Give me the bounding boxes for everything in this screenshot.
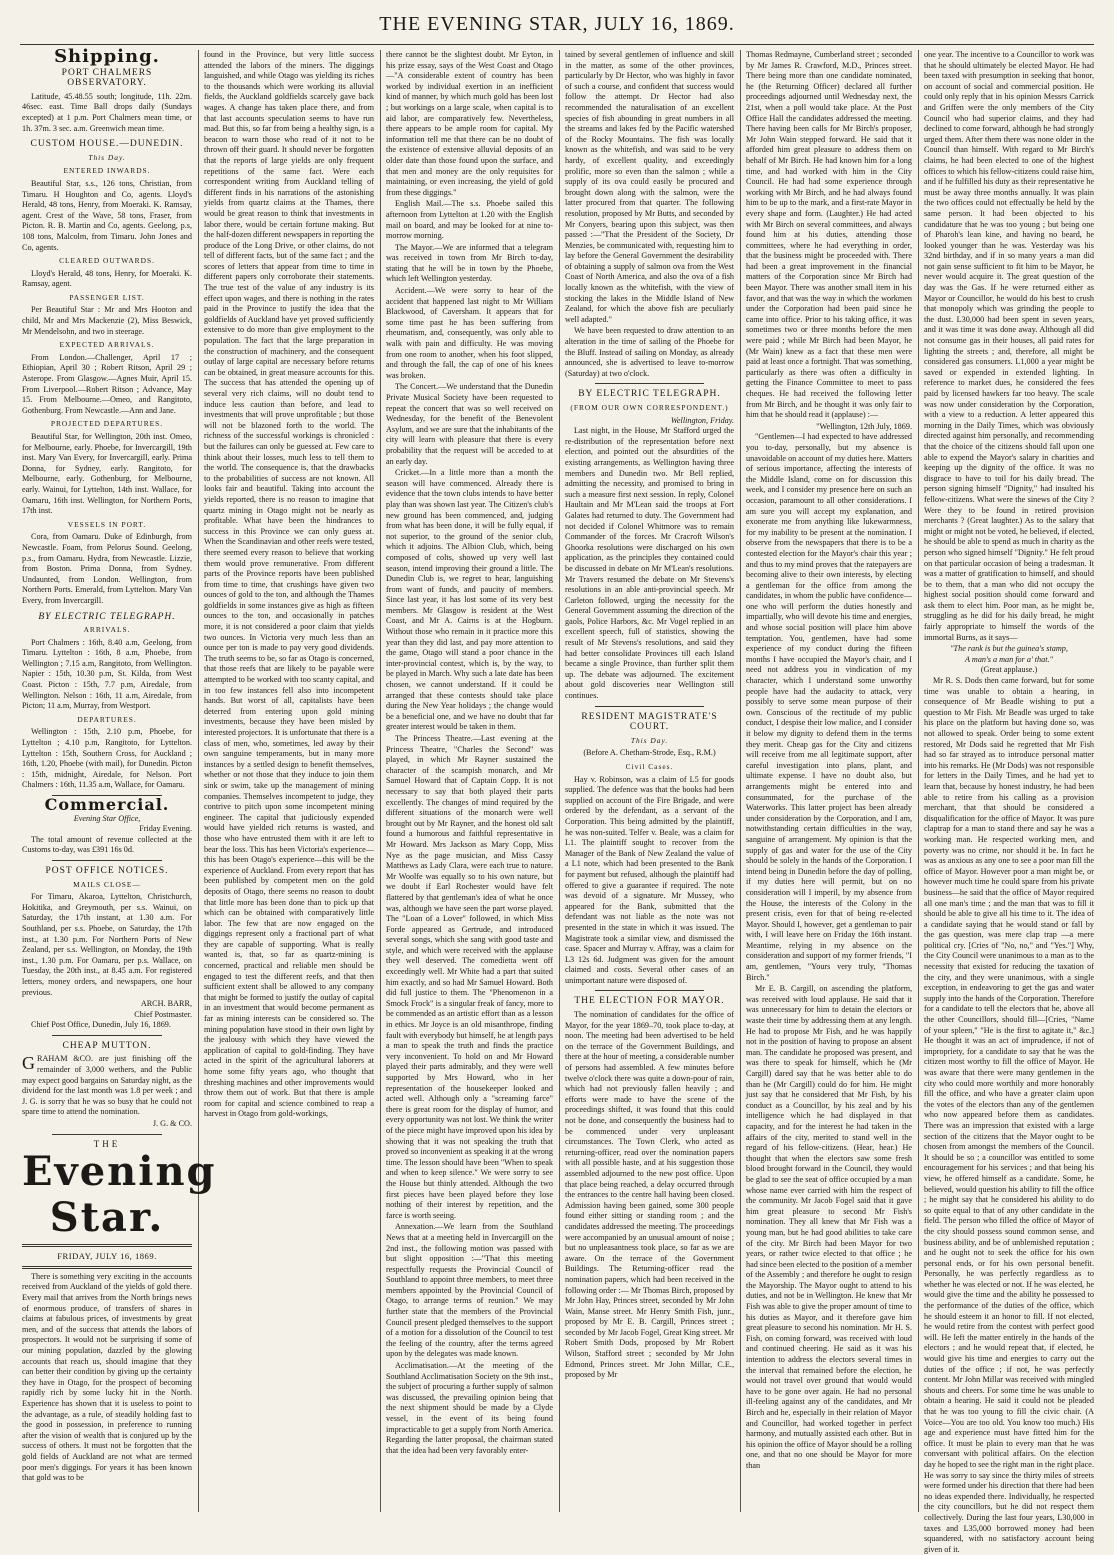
expected-heading: EXPECTED ARRIVALS. <box>59 340 155 350</box>
mutton-heading: CHEAP MUTTON. <box>62 1040 152 1051</box>
masthead-rule <box>20 44 1094 45</box>
column-2 <box>204 50 374 1512</box>
arrivals-heading: ARRIVALS. <box>83 625 131 635</box>
telegraph-place: Wellington, Friday. <box>670 415 734 425</box>
divider <box>595 383 704 384</box>
telegraph-text: Last night, in the House, Mr Stafford urged the re-distribution of the representation before next election, and pointed out the absurdities of the existing arrangements, as Wellington having three members and Dunedin two. Mr Bell replied, admitting the necessity, and promised to bring in such a measure first next session. In reply, Colonel Haultain and Mr M'Lean said the troops at Fort Galates had returned to duty. The Government had not decided if Colonel Whitmore was to remain Commander of the forces. Mr Cracroft Wilson's Ghoorka resolutions were discharged on his own application, as the principles they contained could be discussed in debate on Mr M'Lean's resolutions. Mr Travers resumed the debate on Mr Stevens's resolutions in an able anti-provincial speech. Mr Carleton followed, urging the necessity for the General Government assuming the direction of the gaols, Police Harbors, &c. Mr Vogel replied in an excellent speech, full of statistics, showing the result of Mr Stevens's resolutions, and said they had better consolidate Provinces till each Island became a single Province, than further split them up. The debate was adjourned. The excitement about gold discoveries near Wellington still continues. <box>565 426 734 701</box>
birch-letter: "Gentlemen—I had expected to have addressed you to-day, personally, but my absence is unavoidable on account of my duties here. Matters of serious importance, affecting the interests of the Middle Island, come on for discussion this week, and I consider my presence here on such an occasion, paramount to all other considerations. I am sure you will accept my explanation, and exonerate me from anything like lukewarmness, for my inability to be present at the nomination. I observe from the newspapers that there is to be a contested election for the Mayor's chair this year ; and thus to my mind proves that the ratepayers are becoming alive to their own interests, by electing a gentleman for the office from among the candidates, in whom the public have confidence—one who will perform the duties honestly and impartially, who will devote his time and energies, and whose social position will place him above temptation. You, gentlemen, have had some experience of my conduct during the fifteen months I have occupied the Mayor's chair, and I need not address you in vindication of my character, which I understand some unworthy people have had the audacity to attack, very possibly to serve some mean purpose of their own. Conscious of the rectitude of my public conduct, I despise their low malice, and I consider it below my dignity to defend them in the terms they merit. Cheap gas for the City and citizens will receive from me all legitimate support, after careful investigation into plans, plant, and ultimate expense. I have no doubt also, but arrangements might be entered into and consummated, for the purchase of the Waterworks. This latter project has been already under consideration by the Corporation, and I am, notwithstanding certain difficulties in the way, sanguine of arrangement. My opinion is that the supply of gas and water for the use of the City should be solely in the hands of the Corporation. I intend being in Dunedin before the day of polling, if my duties here will permit, but on no consideration will I imperil, by my absence from the House, the interests of the Colony in the present crisis, even for that of being re-elected Mayor. Should I, however, get a gentleman to pair with, I will leave here on Friday the 16th instant. Meantime, relying in my absence on the consideration and support of my former friends, "I am, gentlemen, "Yours very truly, "Thomas Birch." <box>746 432 912 982</box>
english-mail-item: English Mail.—The s.s. Phoebe sailed this afternoon from Lyttelton at 1.20 with the English mail on board, and may be looked for at nine to-morrow morning. <box>386 199 553 241</box>
election-continued: Thomas Redmayne, Cumberland street ; seconded by Mr James R. Crawford, M.D., Princes street. There being more than one candidate nominated, he (the Returning Officer) declared all further proceedings adjourned until Wednesday next, the 21st, when a poll would take place. At the Post Office Hall the candidates addressed the meeting. There having been calls for Mr Birch's proposer, Mr John Wain stepped forward. He said that it afforded him great pleasure to address them on behalf of Mr Birch. He had known him for a long time, and had worked with him in the City Council. He had had some experience through working with Mr Birch, and he had always found him to be up to the mark, and a first-rate Mayor in every shape and form. (Laughter.) He had acted with Mr Birch on several committees, and always found him at his duties, attending those committees, where he had everything in order, that the business might be proceeded with. There had been a great improvement in the financial matters of the Corporation since Mr Birch had been Mayor. There was another small item in his favor, and that was the way in which the workmen under the Corporation had been paid since he came into office. Prior to his taking office, it was sometimes two or three months before the men were paid ; while Mr Birch had been Mayor, he (Mr Wain) knew as a fact that these men were paid at least once a fortnight. That was something, particularly as there was often a difficulty in getting the Finance Committee to meet to pass cheques. He had received the following letter from Mr Birch, and he thought it was only fair to him that he should read it (applause) :— <box>746 50 912 420</box>
customs-day: This Day. <box>88 152 126 162</box>
projected-text: Beautiful Star, for Wellington, 20th inst. Omeo, for Melbourne, early. Phoebe, for Invercargill, 19th inst. Mary Van Every, for Invercargill, early. Prima Donna, for Sydney, early. Rangitoto, for Melbourne, early. Gothenburg, for Melbourne, early. Wainui, for Lyttelton, 14th inst. Wallace, for Oamaru, 16th inst. Wellington, for Northern Ports, 17th inst. <box>22 432 192 516</box>
leader-text-start: There is something very exciting in the accounts received from Auckland of the yields of gold there. Every mail that arrives from the North brings news of enormous produce, of transfers of shares in claims at fabulous prices, of investments by great men, and of the success that attends the labors of prospectors. It would not be surprising if some of our mining population, dazzled by the glowing accounts that reach us, should imagine that they can better their condition by giving up the certainty they have in Otago, for the prospect of becoming rapidly rich by some lucky hit in the North. Experience has shown that it is useless to point to the advantage, as a rule, of steadily holding fast to the good in possession, in preference to running after the vision of wealth that is conjured up by the success of others. It must not be forgotten that the gold fields of Auckland are not what are termed poor men's diggings. For years it has been known that gold was to be <box>22 1271 192 1483</box>
vessels-heading: VESSELS IN PORT. <box>67 519 147 529</box>
departures-text: Wellington : 15th, 2.10 p.m, Phoebe, for Lyttelton ; 4.10 p.m, Rangitoto, for Lyttelton. Lyttelton : 15th, Southern Cross, for Auckland ; 16th, 1.20, Phoebe (with mail), for Dunedin. Picton : 15th, midnight, Airedale, for Nelson. Port Chalmers : 16th, 11.35 a.m, Wallace, for Oamaru. <box>22 727 192 790</box>
cleared-text: Lloyd's Herald, 48 tons, Henry, for Moeraki. K. Ramsay, agent. <box>22 268 192 289</box>
poem-applause: (Great applause.) <box>980 665 1038 675</box>
election-heading: THE ELECTION FOR MAYOR. <box>574 996 725 1007</box>
commercial-title: Commercial. <box>44 795 170 814</box>
annexation-item: Annexation.—We learn from the Southland News that at a meeting held in Invercargill on the 2nd inst., the following motion was passed with but slight opposition :—"That this meeting respectfully requests the Provincial Council of Southland to appoint three members, to meet three members appointed by the Provincial Council of Otago, to arrange terms of reunion." We may further state that the members of the Provincial Council present pledged themselves to the support of a motion for a dissolution of the Council to test the feeling of the country, after the terms agreed upon by the delegates was made known. <box>386 1222 553 1359</box>
court-day: This Day. <box>630 735 669 745</box>
commercial-date: Friday Evening. <box>139 824 192 834</box>
projected-heading: PROJECTED DEPARTURES. <box>50 419 164 429</box>
post-place: Chief Post Office, Dunedin, July 16, 1869. <box>31 1020 171 1030</box>
column-4 <box>565 50 734 1512</box>
observatory-text: Latitude, 45.48.55 south; longitude, 11h. 22m. 46sec. east. Time Ball drops daily (Sundays excepted) at 1 p.m. Port Chalmers mean time, or 1h. 37m. 3 sec. a.m. Greenwich mean time. <box>22 91 192 133</box>
acclimatisation-item: Acclimatisation.—At the meeting of the Southland Acclimatisation Society on the 9th inst., the subject of procuring a further supply of salmon was discussed, the prevailing opinion being that the next shipment should be made by a Clyde vessel, in the event of its being found impracticable to get a supply from North America. Regarding the latter proposal, the chairman stated that the idea had been very favorably enter- <box>386 1361 553 1455</box>
entered-heading: ENTERED INWARDS. <box>63 166 151 176</box>
civil-cases-heading: Civil Cases. <box>625 762 674 771</box>
column-5 <box>746 50 912 1512</box>
post-text: For Timaru, Akaroa, Lyttelton, Christchurch, Hokitika, and Greymouth, per s.s. Wainui, on Saturday, the 17th instant, at 1.30 a.m. For Southland, per s.s. Phoebe, on Saturday, the 17th inst., at 1.30 p.m. For Northern Ports of New Zealand, per s.s. Wellington, on Monday, the 19th inst., 1.30 p.m. For Oamaru, per p.s. Wallace, on Tuesday, the 20th inst., at 8.45 a.m. For registered letters, money orders, and newspapers, one hour previous. <box>22 892 192 997</box>
divider <box>595 990 704 991</box>
post-signature-title: Chief Postmaster. <box>134 1009 192 1019</box>
masthead <box>20 6 1094 46</box>
divider <box>52 1035 162 1036</box>
leader-text-continued: found in the Province, but very little success attended the labors of the miners. The diggings languished, and while Otago was yielding its riches to the thousands which were working its alluvial fields, the Auckland goldfields scarcely gave back wages. A change has taken place there, and from that last accounts speculation seems to have run mad. But this, so far from being a healthy sign, is a beacon to warn those who read of it not to be thrown off their guard. It should never be forgotten that the reports of large yields are only frequent repetitions of the same fact. Were each correspondent writing from Auckland telling of different finds in his narrations of the astonishing yields from quartz claims at the Thames, there would be great reason to think that investments in labor there, would be certain fortune making. But the half-dozen different newspapers in reporting the produce of the Long Drive, or other claims, do not tell of different facts, but of the same fact ; and the scores of letters that appear from time to time in different papers only corroborate their statements. The true test of the value of any industry is its effect upon wages, and there is nothing in the rates paid in the Province to justify the idea that the goldfields of Auckland have yet proved sufficiently extensive to do more than give employment to the population. The fact that the large preparation in the construction of machinery, and the consequent outlay of large capital are necessary before returns can be obtained, in great measure accounts for this. The success that has attended the opening up of several very rich claims, will no doubt tend to induce less caution than before, and lead to investments that will prove unprofitable ; but those will not be blazoned forth to the world. The richness of the successful workings is chronicled : but the failures can only be guessed at. Few care to think about their losses, much less to tell them to the world. The consequence is, that the drawbacks to the probabilities of success are not known. All looks fair and beautiful. Taking into account the yields reported, there is no reason to imagine that quartz mining in Otago might not be nearly as profitable. What have been the hindrances to success in this Province we can only guess at. When the Scandinavian and other reefs were tested, there seemed every reason to believe that working them would prove remunerative. From different parts of the Province reports have been published from time to time, that crushings have given two ounces of gold to the ton, and although the Thames goldfields in some instances give as high as fifteen ounces to the ton, and occasionally in patches more, it is not considered a poor claim that yields two ounces. In Victoria very much less than an ounce per ton is made to pay very good dividends. The truth seems to be, so far as Otago is concerned, that those reefs that are likely to be payable were attempted to be worked with too scanty capital, and in too few instances fell also into incompetent hands. But worst of all, capitalists have been deterred from entering upon gold mining investments, because they have been misled by interested projectors. It is unfortunate that there is a class of men, who, sometimes, led away by their own sanguine temperaments, but in many more instances by a settled design to benefit themselves, whether or not those that they induce to join them sink or swim, take up the management of mining companies. Themselves incompetent to judge, they contrive to pitch upon some incompetent mining engineer. The capital that judiciously expended would have yielded rich returns is wasted, and those who have entrusted them with it are left to bear the loss. This has been Victoria's experience—this has been Otago's experience—this will be the experience of Auckland. From every report that has been published by competent men on the gold deposits of Otago, there seems no reason to doubt that little more has been done than to pick up that which can be obtained with comparatively little labor. The few that are now engaged on the diggings represent only a fractional part of what they are capable of supporting. What is really wanted is, that, so far as quartz-mining is concerned, practical and reliable men should be engaged to test the different reefs, and that then sufficient extent shall be allowed to any company that might be formed to justify the outlay of capital in an investment that would become permanent as far as mining interests can be considered so. The mining population have stood in their own light by the jealousy with which they have viewed the application of capital to gold-finding. They have acted in the spirit of the agricultural laborers at home some fifty years ago, who thought that threshing machines and other improvements would throw them out of work. But that there is ample room for capital and science combined to reap a harvest in Otago from gold-workings, <box>204 50 374 1119</box>
election-text: The nomination of candidates for the office of Mayor, for the year 1869–70, took place to-day, at noon. The meeting had been advertised to be held on the terrace of the Government Buildings, and there at the hour of meeting, a considerable number of persons had assembled. A few minutes before twelve o'clock there was quite a down-pour of rain, which had not previously fallen heavily ; and efforts were made to have the scene of the proceedings shifted, it was found that this could not be done, and consequently the business had to be commenced under very unpleasant circumstances. The Town Clerk, who acted as returning-officer, read over the nomination papers with all possible haste, and at his suggestion those assembled adjourned to the new post office. Upon that place being reached, a delay occurred through the entrances to the centre hall having been closed. Admission having been gained, some 300 people found either sitting or standing room ; and the candidates addressed the meeting. The proceedings were accompanied by an unusual amount of noise ; but no unpleasantness took place, so far as we are aware. On the terrace of the Government Buildings. The Returning-officer read the nomination papers, which had been received in the following order :— Mr Thomas Birch, proposed by Mr John Hay, Princes street, seconded by Mr John Wain, Manse street. Mr Henry Smith Fish, junr., proposed by Mr E. B. Cargill, Princes street ; seconded by Mr Jacob Fogel, Great King street. Mr Robert Smith Dods, proposed by Mr Robert Wilson, Stafford street ; seconded by Mr John Edmond, Princes street. Mr John Millar, C.E., proposed by Mr <box>565 1010 734 1380</box>
letter-heading: "Wellington, 12th July, 1869. <box>816 421 912 431</box>
issue-date: FRIDAY, JULY 16, 1869. <box>57 1251 157 1262</box>
telegraph-subheading: (FROM OUR OWN CORRESPONDENT.) <box>570 403 729 412</box>
mutton-advert <box>22 1054 192 1118</box>
mails-close: MAILS CLOSE— <box>73 879 141 889</box>
post-signature-name: ARCH. BARR, <box>140 999 192 1009</box>
court-before: (Before A. Chetham-Strode, Esq., R.M.) <box>583 748 716 758</box>
passenger-heading: PASSENGER LIST. <box>69 292 145 302</box>
column-6 <box>924 50 1094 1554</box>
arrivals-text: Port Chalmers : 16th, 8.40 a.m, Geelong, from Timaru. Lyttelton : 16th, 8 a.m, Phoebe, from Wellington ; 7.15 a.m, Rangitoto, from Wellington. Napier : 15th, 10.30 p.m, St. Kilda, from West Coast. Picton : 15th, 7.7 p.m, Airedale, from Wellington. Nelson : 16th, 11 a.m, Airedale, from Picton; 11 a.m, Murray, from Westport. <box>22 637 192 711</box>
column-rule-2 <box>380 50 381 1512</box>
mayor-item: The Mayor.—We are informed that a telegram was received in town from Mr Birch to-day, stating that he will be in town by the Phoebe, which left Wellington yesterday. <box>386 242 553 284</box>
mutton-text: RAHAM &CO. are just finishing off the remainder of 3,000 wethers, and the Public may expect good bargains on Saturday night, as the dividend for the last month was 1.8 per week ; and J. G. is sorry that he was so busy that he could not spare time to attend the nomination. <box>22 1054 192 1117</box>
masthead-title: THE EVENING STAR, JULY 16, 1869. <box>379 13 735 35</box>
nameplate-evening-star: Evening Star. <box>22 1148 217 1242</box>
concert-item: The Concert.—We understand that the Dunedin Private Musical Society have been requested to repeat the concert that was so well received on Wednesday, for the benefit of the Benevolent Asylum, and we are sure that the inhabitants of the city will learn with pleasure that there is every probability that the request will be acceded to at an early day. <box>386 382 553 466</box>
princess-theatre-item: The Princess Theatre.—Last evening at the Princess Theatre, "Charles the Second" was played, in which Mr Rayner sustained the character of the scampish monarch, and Mr Samuel Howard that of Captain Copp. It is not necessary to say that both played their parts excellently. The changes of mind required by the different situations of the monarch were well brought out by Mr Rayner, and the honest old salt found a humorous and faithful representative in Mr Howard. Mrs Jackson as Mary Copp, Miss Nye as the page musician, and Miss Cassy Matthews as Lady Clara, were each true to nature. Mr Woolfe was equally so to his own nature, but we doubt if Earl Rochester would have felt flattered by that gentleman's idea of what he once was, although we have seen the part worse played. The "Loan of a Lover" followed, in which Miss Forde appeared as Gertrude, and introduced several songs, which she sang with good taste and style, and which were received with the applause they well deserved. The comedietta went off exceedingly well. Mr White had a part that suited him exactly, and so had Mr Samuel Howard. Both did full justice to them. The "Phenomenon in a Smock Frock" is a singular freak of fancy, more to be commended as an artistic effort than as a lesson in ethics. Mr Joyce is an old misanthrope, finding fault with everybody but himself, he at length pays a man to speak the truth and finds the practice very inconvenient. To hold on and Mr Howard played their parts admirably, and they were well supported by Mrs Howard, who in her representation of the housekeeper looked and acted well. Although only a "screaming farce" there is great room for the display of humor, and every opportunity was not lost. We think the writer of the piece might have improved upon his idea by showing that it was not speaking the truth that proved so inconvenient as speaking it at the wrong time. The lesson should have been "When to speak and when to keep silence." We were sorry to see the House but thinly attended. Although the two first pieces have been played before they lose nothing of their interest by repetition, and the farce is worth seeing. <box>386 734 553 1220</box>
entered-text: Beautiful Star, s.s., 126 tons, Christian, from Timaru. H Houghton and Co, agents. Lloyd's Herald, 48 tons, Henry, from Moeraki. K. Ramsay, agent. Crest of the Wave, 58 tons, Fraser, from Picton. R. B. Martin and Co, agents. Geelong, p.s, 108 tons, Malcolm, from Timaru. John Jones and Co, agents. <box>22 178 192 252</box>
column-rule-5 <box>918 50 919 1512</box>
acclimatisation-continued: tained by several gentlemen of influence and skill in the matter, as some of the other provinces, particularly by Dr Hector, who was highly in favor of such a course, and confident that success would follow the attempt. Dr Hector had also recommended the naturalisation of an excellent species of fish abounding in great numbers in all the streams and lakes fed by the Pacific watershed of the Rocky Mountains. The fish was locally known as the whitefish, and was said to be very hardy, of excellent quality, and exceedingly prolific, more so even than the salmon ; while a supply of its ova could easily be procured and brought down along with the salmon, were the latter procured from that quarter. The following resolution, proposed by Mr Butts, and seconded by Mr Conyers, bearing upon this subject, was then passed :—"That the President of the Society, Dr Menzies, be communicated with, requesting him to lay before the General Government the desirability of obtaining a supply of salmon ova from the West Coast of North America, and also the ova of a fish locally known as the whitefish, with the view of stocking the lakes in the Middle Island of New Zealand, for which the above fish are peculiarly well adapted." <box>565 50 734 324</box>
dods-millar-speeches: Mr R. S. Dods then came forward, but for some time was unable to obtain a hearing, in consequence of Mr Beadle wishing to put a question to Mr Fish. Mr Beadle was urged to take his place on the platform but having done so, was not allowed to speak. Order being to some extent restored, Mr Dods said he regretted that Mr Fish had so far strayed as to introduce personal matter into his remarks. He (Mr Dods) was not responsible for letters in the Daily Times, and he had yet to learn that, because by honest industry, he had been able to retire from his calling as a provision merchant, that that should be considered a disqualification for the office of Mayor. It was pure claptrap for a man to stand there and say he was a working man. He respected working men, and poverty was no crime, nor should it be. In fact he was as anxious as any one to see a poor man fill the office of Mayor. However poor a man might be, or however much time he could spare from his private business—he said that the office of Mayor required all one man's time ; and the man that was to fill it should be able to give all his time to it. The idea of a candidate saying that he would stand or fall by the gas question, was mere clap trap —a mere political cry. [Cries of "No, no," and "Yes."] Why, the City Council were unanimous to a man as to the necessity that existed for reducing the taxation of the city, and they were unanimous, with a single exception, in endeavoring to get the gas and water supply into the hands of the Corporation. Therefore for a candidate to tell the electors that he, above all the other Councillors, should fill—[Cries, "Name of your spleen," "He is the first to agitate it," &c.] He thought it was an act of imprudence, if not of impropriety, for a candidate to say that he was the citizen most worthy to fill the office of Mayor. He was aware that there were many gentlemen in the city who could more worthily and more honorably fill the office, and who have a greater claim upon the votes of the electors than any of the gentlemen who now appeared before them as candidates. There was an impression that existed with a large section of the citizens that the Mayor ought to be chosen from amongst the members of the Council. It should be so ; a councillor was entitled to some encouragement for his services ; and that being his view, he offered himself as a candidate. Some, he believed, would question his ability to fill the office ; he might say that he considered his ability to do so quite equal to that of any other candidate in the field. The person who filled the office of Mayor of the city should possess sound common sense, and business ability, and be of unblemished reputation ; and he ought not to seek the office for his own personal ends, or for his own personal benefit. Personally, he was perfectly regardless as to whether he was elected or not. If he was elected, he would give the time and the ability he possessed to the performance of the duties of the office, which he should esteem it an honor to fill. If not elected, he would retire from the contest with perfect good will. He left the matter entirely in the hands of the electors ; and he would repeat that, if elected, he would give his time and energies to carry out the duties of the office ; if not, he was perfectly content. Mr John Millar was received with mingled shouts and cheers. For some time he was unable to obtain a hearing. He said it could not be pleaded that he was too young to fill the civic chair. (A Voice—You are too old. You know too much.) His age and experience must have fitted him for the office. It must be plain to every man that he was conversant with political affairs. On the election day he hoped to see the right man in the right place. He was sorry to say since the thirty miles of streets were formed under his direction that there had been no ideas expended there. Individually, he respected the city councillors, but he did not respect them collectively. During the last four years, L30,000 in taxes and L35,000 borrowed money had been squandered, with no satisfactory account being given of it. <box>924 676 1094 1554</box>
customs-heading: CUSTOM HOUSE.—DUNEDIN. <box>30 139 184 150</box>
observatory-heading: PORT CHALMERS OBSERVATORY. <box>61 67 153 89</box>
mutton-drop-cap: G <box>22 1053 35 1074</box>
column-1 <box>22 46 217 1512</box>
accident-item: Accident.—We were sorry to hear of the accident that happened last night to Mr William Blackwood, of Caversham. It appears that for some time past he has been suffering from rheumatism, and, consequently, was only able to walk with pain and difficulty. He was moving from one room to another, when his foot slipped, and through the fall, the cap of one of his knees was broken. <box>386 286 553 380</box>
fish-speech-continued: one year. The incentive to a Councillor to work was that he should ultimately be elected Mayor. He had been taxed with presumption in seeking that honor, on account of social and commercial position. He could only reply that in his opinion Messrs Carrick and Griffen were the only members of the City Council who had superior claims, and they had declined to come forward, although he had strongly urged them. After them there was none older in the Council than himself. With regard to Mr Birch's claims, he had been elected to one of the highest offices to which his fellow-citizens could raise him, and if he fulfilled his duty as their representative he must be away three months annually. It was plain the two offices could not effectually be held by the same person. It had been objected to his candidature that he was too young ; but being one of Pharoh's lean kine, and having no beard, he looked younger than he was. Yesterday was his 32nd birthday, and if in so many years a man did not gain sense sufficient to fit him to be Mayor, he never would acquire it. The great question of the day was the Gas. If he were returned either as Mayor or Councillor, he would do his best to crush that monopoly which was grinding the people to the dust. L30,000 had been spent in seven years, and it was time it was done away. Although all did not consume gas in their houses, all paid rates for lighting the streets ; and, therefore, all might be considered gas consumers. L1,000 a year might be saved or expended in extended lighting. In reference to market dues, he considered the fees paid by licensed hawkers far too heavy. The scale was now under consideration by the Corporation, with a view to a reduction. A letter appeared this morning in the Daily Times, which was obviously directed against him personally, and recommending that the choice of the citizens should fall upon one able to expend the Mayor's salary in charities and keeping up the dignity of the office. It was no disgrace to have to toil for his daily bread. The person signing himself "Dignity," had insulted his fellow-citizens. What were the sinews of the City ? Were they to be found in retired provision merchants ? (Great laughter.) As to the salary that might or might not be voted, he believed, if elected, he should be able to spend as much in charity as the person who signed himself "Dignity." He felt proud on that particular occasion of being a tradesman. It was a matter of gratification to himself, and should be to them, that a man who did not occupy the highest social position should come forward and ask them to elect him. Poor man, as he might be, struggling as he did for his daily bread, he might fairly appropriate to himself the words of the immortal Burns, as it says— <box>924 50 1094 642</box>
court-heading: RESIDENT MAGISTRATE'S COURT. <box>581 711 718 733</box>
nameplate-rule <box>22 1266 192 1269</box>
telegraph-heading: BY ELECTRIC TELEGRAPH. <box>578 389 721 400</box>
cricket-item: Cricket.—In a little more than a month the season will have commenced. Already there is evidence that the town clubs intends to have better play than was shown last year. The Citizen's club's new ground has been commenced, and, judging from what has been done, it will be fully equal, if not superior, to the ground of the senior club, which it adjoins. The Albion Club, which, being composed of colts, showed up very well last season, intend improving their ground a little. The Dunedin Club is, we regret to hear, languishing from want of funds, and paucity of members. Since last year, it has lost some of its very best members. Mr Glasgow is resident at the West Coast, and Mr A. Cairns is at the Hogburn. Without those who remain in it practice more this year than they did last, and pay more attention to the game, Otago will stand a poor chance in the inter-provincial contest, which is, by the way, to be played in March. Why such a late date has been chosen, we cannot understand. If it could be arranged that these contests should take place during the New Year holidays ; the change would be a beneficial one, and we have no doubt that far greater interest would be taken in them. <box>386 468 553 732</box>
court-text: Hay v. Robinson, was a claim of L5 for goods supplied. The defence was that the books had been supplied on account of the Fire Brigade, and were ordered by the defendant, as a servant of the Corporation. This being admitted by the plaintiff, he was non-suited. Telfer v. Beale, was a claim for L1. The plaintiff sought to recover from the Manager of the Bank of New Zealand the value of a L1 note, which had been presented to the Bank for payment but refused, although the plaintiff had offered to give a guarantee if required. The note was devoid of a signature. Mr Mussey, who appeared for the Bank, submitted that the defendant was not liable as the note was not presented in the state in which it was issued. The Magistrate took a similar view, and dismissed the case. Spacer and Murray v. Affray, was a claim for L3 12s 6d. Judgment was given for the amount claimed and costs. Several other cases of an unimportant nature were disposed of. <box>565 774 734 985</box>
leader-text-end: there cannot be the slightest doubt. Mr Eyton, in his prize essay, says of the West Coast and Otago—"A considerable extent of country has been worked by individual exertion in an inefficient kind of manner, by which much gold has been lost ; but workings on a large scale, when capital is to aid labor, are comparatively few. Nevertheless, there appears to be ample room for capital. My information tell me that there can be no doubt of the existence of extensive alluvial deposits of an older date than those found upon the surface, and that men and money are the only requisites for maintaining, or even increasing, the yield of gold from these diggings." <box>386 50 553 197</box>
divider <box>595 706 704 707</box>
expected-text: From London.—Challenger, April 17 ; Ethiopian, April 30 ; Robert Ritson, April 29 ; Asterope. From Glasgow.—Agnes Muir, April 15. From Liverpool.—Robert Ritson ; Advance, May 15. From Melbourne.—Omeo, and Rangitoto, Gothenburg. From Newcastle.—Ann and Jane. <box>22 352 192 415</box>
passenger-text: Per Beautiful Star : Mr and Mrs Hooton and child, Mr and Mrs Mackenzie (2), Miss Beswick, Mr Mendelsohn, and two in steerage. <box>22 305 192 336</box>
shipping-note: We have been requested to draw attention to an alteration in the time of sailing of the Phoebe for the Bluff. Instead of sailing on Monday, as already announced, she is advertised to leave to-morrow (Saturday) at two o'clock. <box>565 326 734 378</box>
cleared-heading: CLEARED OUTWARDS. <box>59 256 155 266</box>
poem-line-1: "The rank is but the guinea's stamp, <box>950 644 1068 654</box>
divider <box>52 1134 162 1135</box>
vessels-text: Cora, from Oamaru. Duke of Edinburgh, from Newcastle. Foam, from Pelorus Sound. Geelong, p.s., from Oamaru. Hydra, from Newcastle. Lizzie, from Boston. Prima Donna, from Sydney. Undaunted, from London. Wellington, from Northern Ports. Emerald, from Lyttelton. Mary Van Every, from Invercargill. <box>22 532 192 605</box>
departures-heading: DEPARTURES. <box>77 714 137 724</box>
divider <box>52 860 162 861</box>
post-heading: POST OFFICE NOTICES. <box>45 865 169 876</box>
shipping-title: Shipping. <box>54 46 160 67</box>
election-speeches: Mr E. B. Cargill, on ascending the platform, was received with loud applause. He said that it was unnecessary for him to detain the electors or waste their time by addressing them at any length. He had to propose Mr Fish, and he was happily not in the position of having to propose an absent man. The candidate he proposed was present, and was there to speak for himself, which he (Mr Cargill) dared say that he was better able to do than he (Mr Cargill) could do for him. He might just say that he considered that Mr Fish, by his conduct as a Councillor, by his zeal and by his intelligence which he had displayed in that capacity, and for the interest he had taken in the affairs of the city, merited to stand well in the regard of his fellow-citizens. (Hear, hear.) He thought that when the electors saw some fresh blood brought forward in the Council, they would be glad to see the seat of office occupied by a man whose name ever carried with him the respect of the community. Mr Jacob Fogel said that it gave him great pleasure to second Mr Fish's nomination. They all knew that Mr Fish was a young man, but he had good abilities to take care of the city. Mr Birch had been Mayor for two years, or rather twice elected to that office ; he had since been elected to the position of a member of the Assembly ; and therefore he ought to resign the Mayorship. The Mayor ought to attend to his duties, and not be in Wellington. He knew that Mr Fish was able to give the proper amount of time to his duties as Mayor, and it therefore gave him great pleasure to second his nomination. Mr H. S. Fish, on coming forward, was received with loud and continued cheering. He said as it was his intention to address the electors several times in the interval that remained before the election, he would not travel over ground that would would have to be gone over again. He had no personal ill-feeling against any of the candidates, and Mr Birch and he, especially in their relation of Mayor and Councillor, had worked together in perfect harmony, and mutually assisted each other. But in his opinion the office of Mayor should be a rolling one, and that no one should be Mayor for more than <box>746 984 912 1470</box>
column-rule-1 <box>198 50 199 1512</box>
nameplate-the: THE <box>93 1138 121 1149</box>
poem-line-2: A man's a man for a' that." <box>965 654 1053 664</box>
column-rule-3 <box>559 50 560 1512</box>
commercial-office: Evening Star Office, <box>73 813 141 823</box>
commercial-text: The total amount of revenue collected at the Customs to-day, was £391 16s 0d. <box>22 834 192 855</box>
column-rule-4 <box>740 50 741 1512</box>
telegraph-heading: BY ELECTRIC TELEGRAPH. <box>38 611 176 622</box>
mutton-signature: J. G. & CO. <box>152 1119 192 1129</box>
column-3 <box>386 50 553 1512</box>
nameplate-rule <box>22 1244 192 1247</box>
